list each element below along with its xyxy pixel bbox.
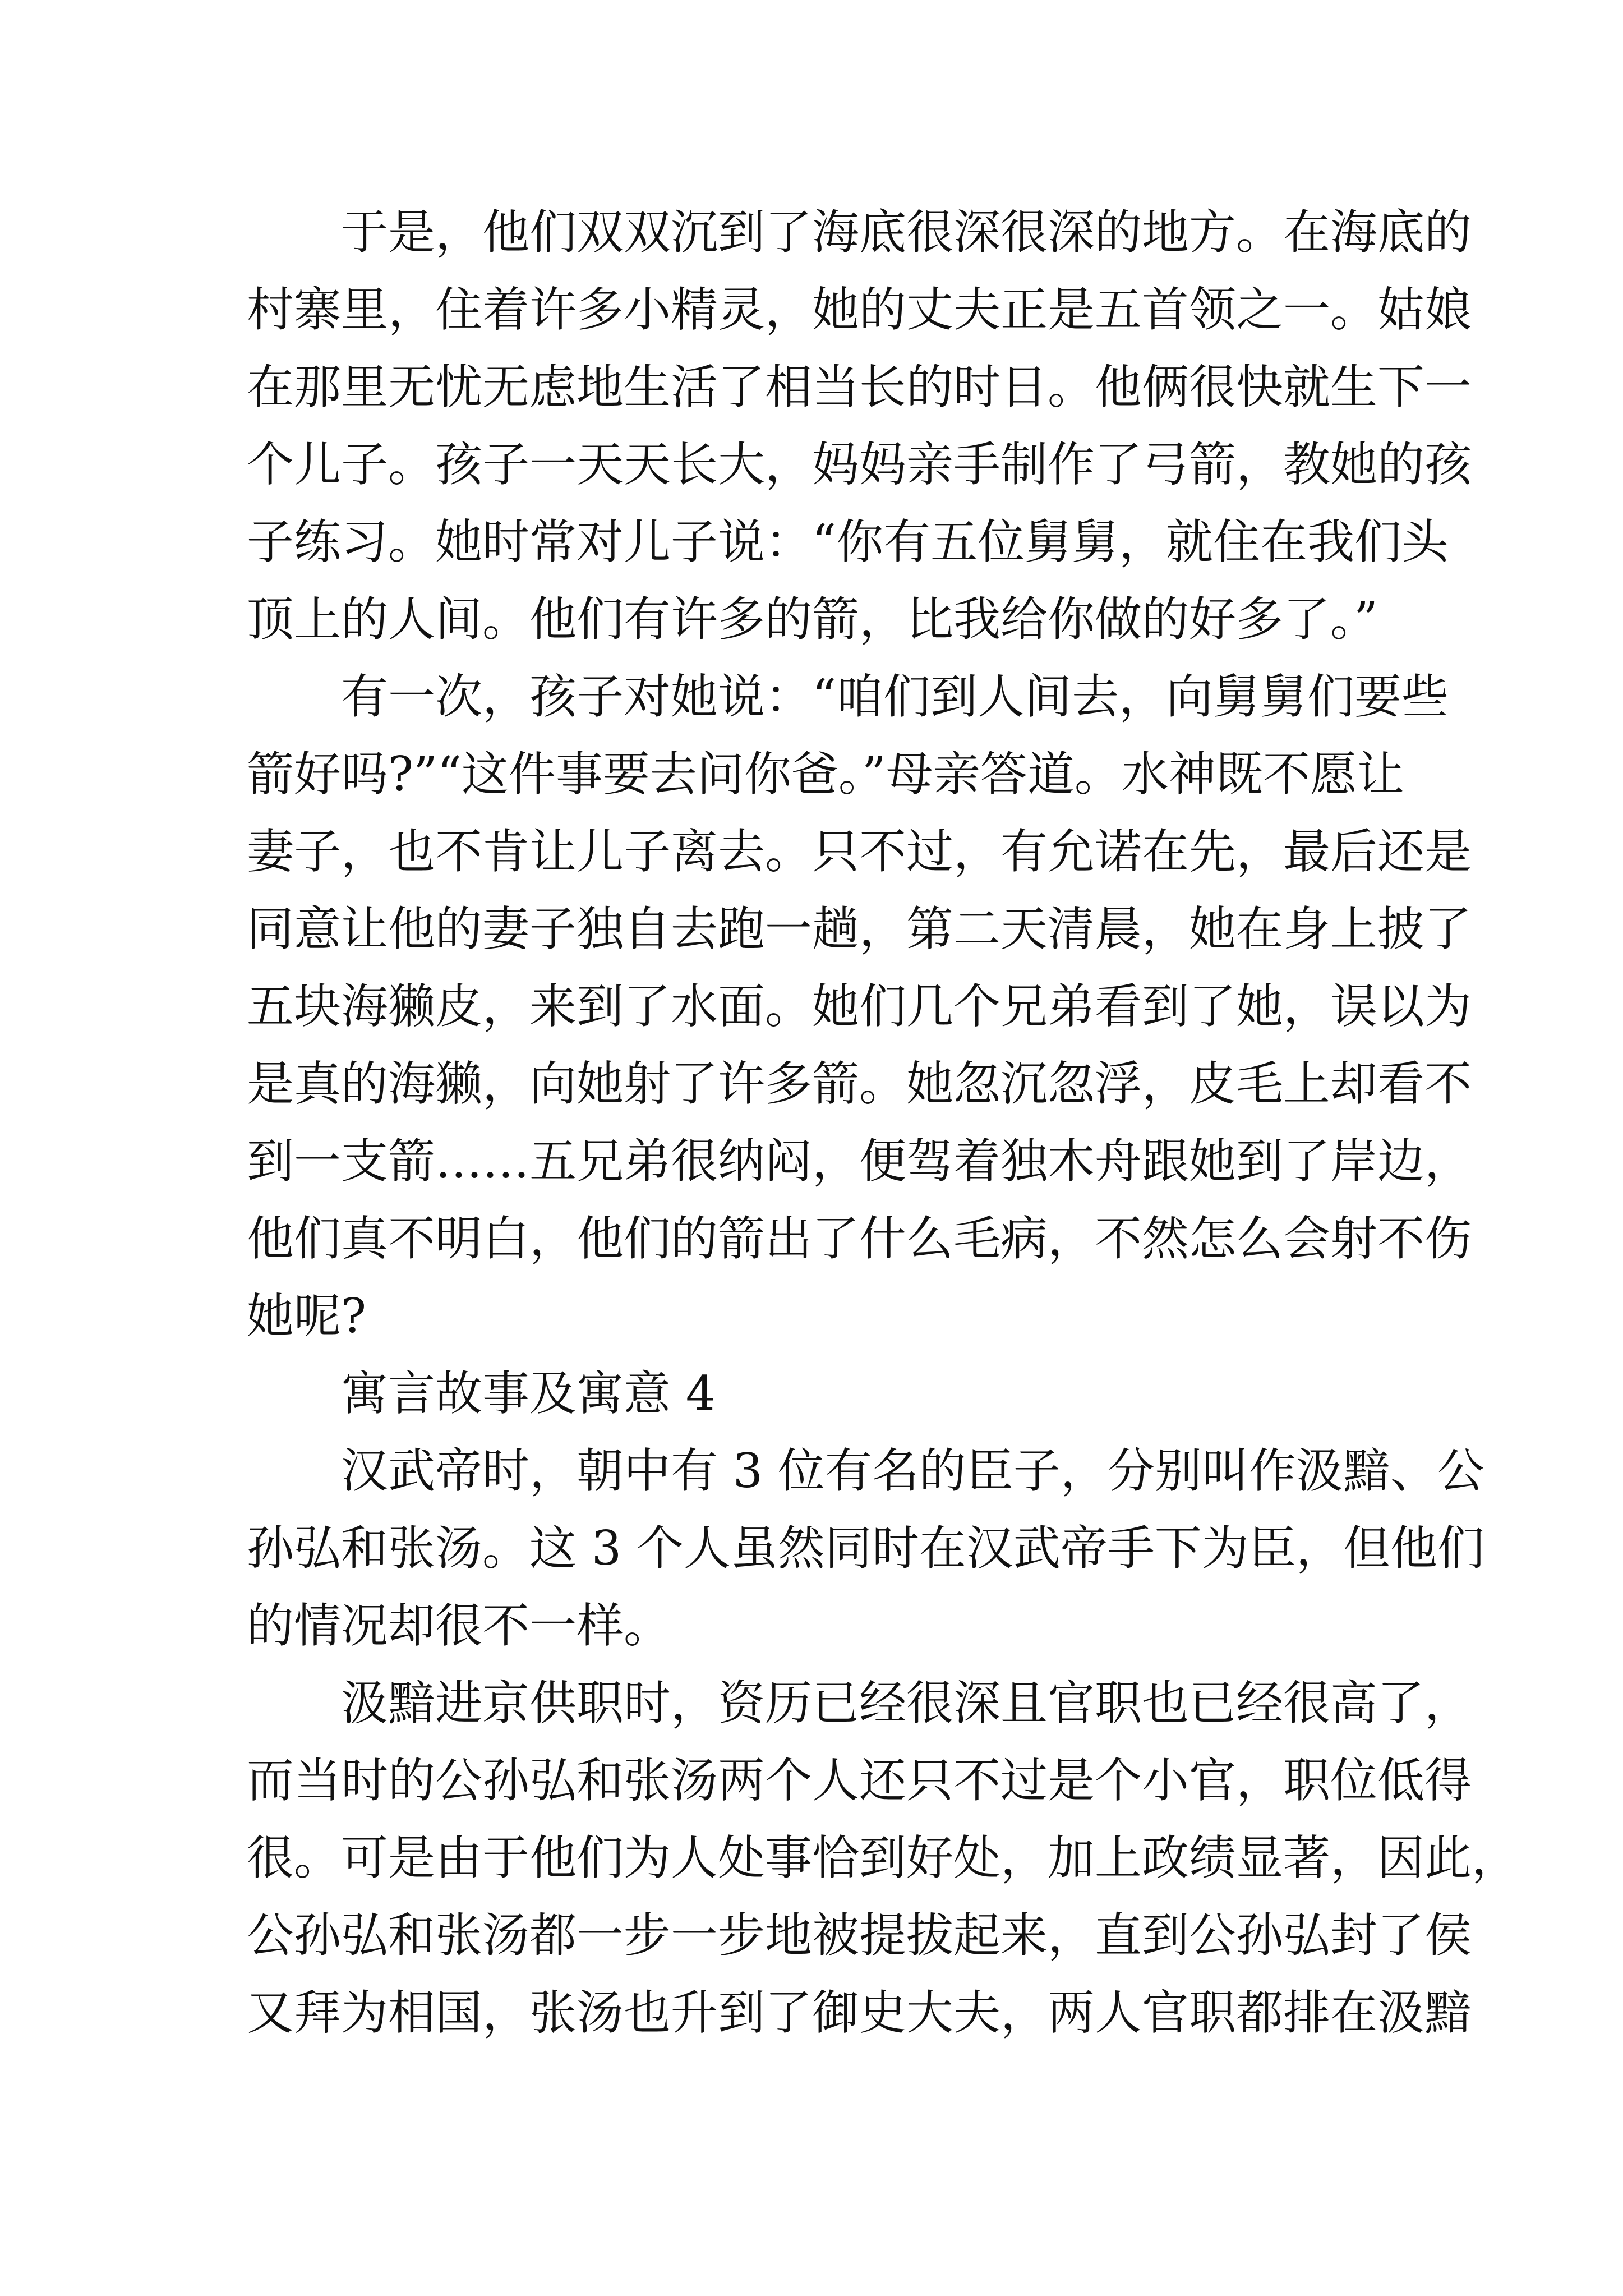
paragraph-line: 他们真不明白，他们的箭出了什么毛病，不然怎么会射不伤: [247, 1211, 1472, 1266]
paragraph-line: 的情况却很不一样。: [247, 1598, 671, 1653]
paragraph-line: 她呢?: [247, 1289, 367, 1343]
paragraph-line: 汉武帝时，朝中有 3 位有名的臣子，分别叫作汲黯、公: [341, 1443, 1484, 1498]
paragraph-line: 村寨里，住着许多小精灵，她的丈夫正是五首领之一。姑娘: [247, 282, 1472, 337]
paragraph-line: 是真的海獭，向她射了许多箭。她忽沉忽浮，皮毛上却看不: [247, 1056, 1472, 1111]
paragraph-line: 同意让他的妻子独自去跑一趟，第二天清晨，她在身上披了: [247, 901, 1472, 956]
section-heading: 寓言故事及寓意 4: [341, 1366, 716, 1421]
paragraph-line: 箭好吗?”“这件事要去问你爸。”母亲答道。水神既不愿让: [247, 747, 1404, 802]
paragraph-line: 子练习。她时常对儿子说：“你有五位舅舅，就住在我们头: [247, 514, 1449, 569]
document-body: [247, 194, 1519, 2051]
paragraph-line: 又拜为相国，张汤也升到了御史大夫，两人官职都排在汲黯: [247, 1985, 1472, 2040]
paragraph-line: 个儿子。孩子一天天长大，妈妈亲手制作了弓箭，教她的孩: [247, 437, 1472, 492]
paragraph: [247, 194, 1472, 658]
paragraph-line: 于是，他们双双沉到了海底很深很深的地方。在海底的: [341, 205, 1472, 260]
paragraph-line: 公孙弘和张汤都一步一步地被提拔起来，直到公孙弘封了侯: [247, 1908, 1472, 1963]
paragraph-line: 汲黯进京供职时，资历已经很深且官职也已经很高了，: [341, 1676, 1472, 1731]
paragraph: [247, 1664, 1519, 2051]
paragraph: [247, 1432, 1484, 1664]
paragraph-line: 到一支箭……五兄弟很纳闷，便驾着独木舟跟她到了岸边，: [247, 1134, 1472, 1189]
paragraph-line: 在那里无忧无虑地生活了相当长的时日。他俩很快就生下一: [247, 360, 1472, 415]
paragraph-line: 很。可是由于他们为人处事恰到好处，加上政绩显著，因此，: [247, 1830, 1519, 1885]
paragraph-line: 妻子，也不肯让儿子离去。只不过，有允诺在先，最后还是: [247, 824, 1472, 879]
paragraph-line: 而当时的公孙弘和张汤两个人还只不过是个小官，职位低得: [247, 1753, 1472, 1808]
paragraph-line: 孙弘和张汤。这 3 个人虽然同时在汉武帝手下为臣，但他们: [247, 1521, 1484, 1576]
paragraph: [247, 658, 1472, 1355]
paragraph-line: 顶上的人间。他们有许多的箭，比我给你做的好多了。”: [247, 592, 1378, 647]
paragraph-line: 有一次，孩子对她说：“咱们到人间去，向舅舅们要些: [341, 669, 1449, 724]
paragraph-line: 五块海獭皮，来到了水面。她们几个兄弟看到了她，误以为: [247, 979, 1472, 1034]
